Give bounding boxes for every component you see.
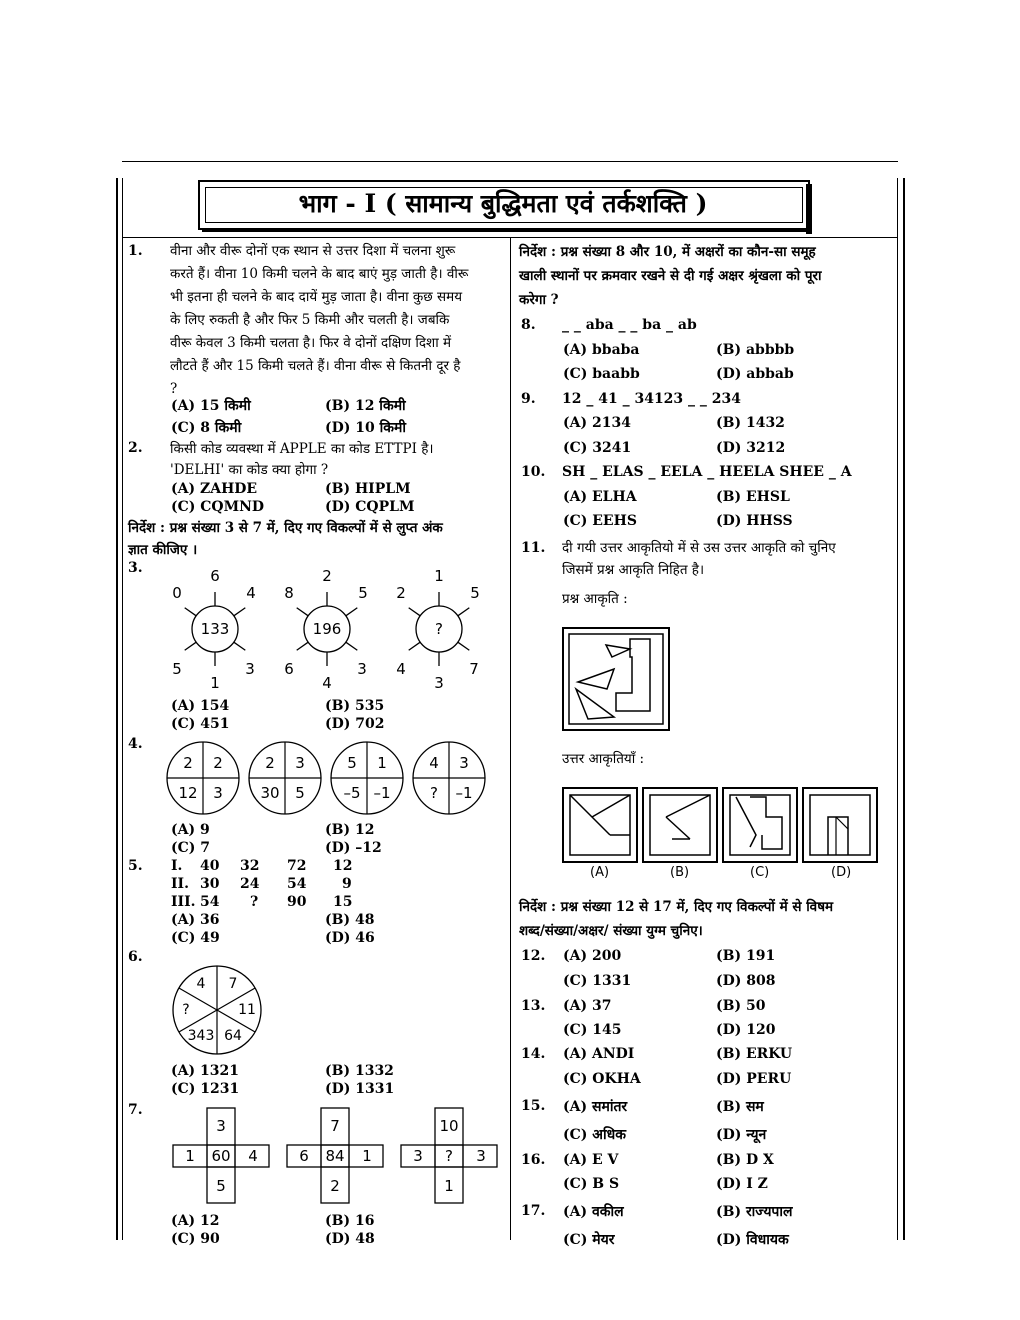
right-border-outer [903, 178, 905, 1240]
q10-number: 10. [521, 464, 546, 480]
q4-option-b[interactable]: (B) 12 [325, 822, 375, 838]
q11-label-c: (C) [750, 865, 770, 880]
q1-line: के लिए रुकती है और फिर 5 किमी और चलती है। जबकि [170, 312, 450, 328]
q3-spoke-value: 2 [396, 584, 406, 602]
q15-option-c[interactable]: (C) अधिक [563, 1127, 626, 1143]
q3-option-d[interactable]: (D) 702 [325, 716, 385, 732]
q4-quadrant-value: –1 [373, 784, 391, 802]
column-divider [510, 238, 511, 1240]
q3-spoke-value: 1 [434, 567, 444, 585]
q5-number: 5. [128, 858, 143, 874]
q8-option-d[interactable]: (D) abbab [716, 366, 794, 382]
q12-number: 12. [521, 948, 546, 964]
q4-quadrant-value: 2 [183, 754, 193, 772]
q17-option-b[interactable]: (B) राज्यपाल [716, 1204, 793, 1220]
q5-row3-cell: ? [250, 894, 259, 910]
q3-spoke [185, 608, 196, 616]
q2-option-b[interactable]: (B) HIPLM [325, 481, 411, 497]
q3-spoke-value: 5 [172, 660, 182, 678]
q3-spoke [458, 642, 469, 650]
q3-spoke-value: 7 [469, 660, 479, 678]
q5-row3-cell: 90 [287, 894, 307, 910]
q3-option-b[interactable]: (B) 535 [325, 698, 385, 714]
q13-option-d[interactable]: (D) 120 [716, 1022, 776, 1038]
q16-option-d[interactable]: (D) I Z [716, 1176, 768, 1192]
q1-line: लौटते हैं और 15 किमी चलते हैं। वीना वीरू से कितनी दूर है [170, 358, 461, 374]
q6-number: 6. [128, 949, 143, 965]
q14-option-a[interactable]: (A) ANDI [563, 1046, 635, 1062]
q1-option-c[interactable]: (C) 8 किमी [171, 420, 242, 436]
q6-sector-value: 7 [228, 976, 238, 992]
q7-cross-3 [401, 1108, 497, 1203]
q10-series: SH _ ELAS _ EELA _ HEELA SHEE _ A [562, 464, 852, 480]
q7-cell-value: ? [445, 1147, 453, 1165]
q5-row2-cell: 54 [287, 876, 307, 892]
q3-spoke-value: 0 [172, 584, 182, 602]
q17-number: 17. [521, 1203, 546, 1219]
q4-option-d[interactable]: (D) –12 [325, 840, 382, 856]
top-horizontal-rule [122, 161, 898, 162]
q4-option-a[interactable]: (A) 9 [171, 822, 210, 838]
q6-option-b[interactable]: (B) 1332 [325, 1063, 394, 1079]
q14-option-c[interactable]: (C) OKHA [563, 1071, 641, 1087]
q12-option-d[interactable]: (D) 808 [716, 973, 776, 989]
q7-cell-value: 2 [330, 1177, 340, 1195]
q3-spoke-value: 5 [470, 584, 480, 602]
q3-spoke [234, 608, 245, 616]
q2-option-c[interactable]: (C) CQMND [171, 499, 265, 515]
q3-spoke-value: 4 [396, 660, 406, 678]
q9-option-c[interactable]: (C) 3241 [563, 440, 632, 456]
q3-spoke-value: 5 [358, 584, 368, 602]
q7-cell-value: 3 [413, 1147, 423, 1165]
q11-number: 11. [521, 540, 546, 556]
q6-option-d[interactable]: (D) 1331 [325, 1081, 395, 1097]
q3-number: 3. [128, 560, 143, 576]
q12-option-a[interactable]: (A) 200 [563, 948, 622, 964]
q7-option-a[interactable]: (A) 12 [171, 1213, 220, 1229]
q3-figures [160, 565, 500, 695]
q1-line: करते हैं। वीना 10 किमी चलने के बाद बाएं मुड़ जाती है। वीरू [170, 266, 469, 282]
q4-quadrant-value: 5 [295, 784, 305, 802]
q17-option-a[interactable]: (A) वकील [563, 1204, 624, 1220]
directions-12-17-line2: शब्द/संख्या/अक्षर/ संख्या युग्म चुनिए। [519, 923, 703, 939]
q5-row3-cell: 15 [333, 894, 353, 910]
left-border-inner [122, 178, 123, 1240]
q11-label-a: (A) [590, 865, 610, 880]
q14-option-d[interactable]: (D) PERU [716, 1071, 792, 1087]
q7-cross-2 [287, 1108, 383, 1203]
directions-8-10-line3: करेगा ? [519, 292, 559, 308]
q16-option-b[interactable]: (B) D X [716, 1152, 774, 1168]
q4-quadrant-value: 2 [213, 754, 223, 772]
q3-center-value: 133 [200, 620, 230, 638]
q4-circle-2 [249, 742, 321, 814]
q15-option-a[interactable]: (A) समांतर [563, 1099, 628, 1115]
q3-option-a[interactable]: (A) 154 [171, 698, 230, 714]
q7-number: 7. [128, 1102, 143, 1118]
q8-option-c[interactable]: (C) baabb [563, 366, 640, 382]
q3-spoke-value: 6 [284, 660, 294, 678]
q3-spoke [234, 642, 245, 650]
q8-option-b[interactable]: (B) abbbb [716, 342, 795, 358]
q5-row1-label: I. [171, 858, 183, 874]
q3-spoke [297, 608, 308, 616]
q4-quadrant-value: ? [430, 784, 438, 802]
q5-row3-label: III. [171, 894, 196, 910]
header-underline [122, 237, 898, 238]
q1-line: वीरू केवल 3 किमी चलता है। फिर वे दोनों दक्षिण दिशा में [170, 335, 452, 351]
right-border-inner [897, 178, 898, 1240]
q1-line: भी इतना ही चलने के बाद दायें मुड़ जाता है। वीना कुछ समय [170, 289, 463, 305]
q11-text-line2: जिसमें प्रश्न आकृति निहित है। [562, 562, 705, 578]
q1-line: ? [170, 381, 178, 397]
q4-circle-4 [413, 742, 485, 814]
header-shadow-right [806, 184, 812, 234]
q4-quadrant-value: 3 [459, 754, 469, 772]
q1-option-d[interactable]: (D) 10 किमी [325, 420, 406, 436]
q12-option-c[interactable]: (C) 1331 [563, 973, 632, 989]
q5-row2-cell: 9 [342, 876, 352, 892]
q7-figures [165, 1105, 505, 1205]
left-border-outer [116, 178, 118, 1240]
q6-figure [165, 962, 275, 1062]
q3-figure-2 [284, 567, 368, 692]
q9-series: 12 _ 41 _ 34123 _ _ 234 [562, 391, 742, 407]
q4-option-c[interactable]: (C) 7 [171, 840, 211, 856]
q3-spoke-value: 3 [434, 674, 444, 692]
q7-option-c[interactable]: (C) 90 [171, 1231, 220, 1247]
q4-figures [165, 740, 505, 820]
q4-quadrant-value: 12 [178, 784, 198, 802]
q6-option-a[interactable]: (A) 1321 [171, 1063, 239, 1079]
q7-option-b[interactable]: (B) 16 [325, 1213, 375, 1229]
q10-option-d[interactable]: (D) HHSS [716, 513, 793, 529]
q11-question-figure-label: प्रश्न आकृति : [562, 591, 628, 607]
q4-circle-1 [167, 742, 239, 814]
q4-quadrant-value: –5 [343, 784, 361, 802]
q7-cell-value: 3 [476, 1147, 486, 1165]
q5-row2-cell: 30 [200, 876, 220, 892]
q6-option-c[interactable]: (C) 1231 [171, 1081, 240, 1097]
q3-spoke [346, 608, 357, 616]
q2-text-line2: 'DELHI' का कोड क्या होगा ? [170, 462, 329, 478]
q7-cell-value: 1 [185, 1147, 195, 1165]
q3-center-value: 196 [312, 620, 342, 638]
q6-pie-circle [173, 966, 261, 1054]
q4-quadrant-value: 30 [260, 784, 280, 802]
q3-spoke-value: 8 [284, 584, 294, 602]
q8-number: 8. [521, 317, 536, 333]
q11-answer-figures [562, 787, 880, 863]
q2-option-a[interactable]: (A) ZAHDE [171, 481, 258, 497]
q11-label-d: (D) [831, 865, 852, 880]
q7-cell-value: 60 [211, 1147, 231, 1165]
q15-number: 15. [521, 1098, 546, 1114]
q16-option-a[interactable]: (A) E V [563, 1152, 619, 1168]
q7-cell-value: 6 [299, 1147, 309, 1165]
q2-number: 2. [128, 440, 143, 456]
q5-row1-cell: 12 [333, 858, 353, 874]
q1-text [170, 240, 500, 401]
q10-option-a[interactable]: (A) ELHA [563, 489, 637, 505]
q11-question-figure [562, 627, 670, 731]
q1-line: वीना और वीरू दोनों एक स्थान से उत्तर दिशा में चलना शुरू [170, 243, 456, 259]
q5-option-a[interactable]: (A) 36 [171, 912, 220, 928]
q1-option-b[interactable]: (B) 12 किमी [325, 398, 406, 414]
header-shadow-bottom [202, 228, 812, 232]
directions-12-17-line1: निर्देश : प्रश्न संख्या 12 से 17 में, दिए गए विकल्पों में से विषम [519, 899, 834, 915]
q7-cell-value: 3 [216, 1117, 226, 1135]
q4-circle-3 [331, 742, 403, 814]
q4-number: 4. [128, 736, 143, 752]
q5-option-d[interactable]: (D) 46 [325, 930, 375, 946]
q3-spoke [409, 608, 420, 616]
q11-answer-figures-label: उत्तर आकृतियाँ : [562, 751, 645, 767]
q3-spoke-value: 3 [357, 660, 367, 678]
directions-8-10-line2: खाली स्थानों पर क्रमवार रखने से दी गई अक्षर श्रृंखला को पूरा [519, 268, 822, 284]
q4-quadrant-value: 5 [347, 754, 357, 772]
q7-cell-value: 1 [444, 1177, 454, 1195]
q4-quadrant-value: 3 [213, 784, 223, 802]
q15-option-d[interactable]: (D) न्यून [716, 1127, 767, 1143]
directions-3-7-line2: ज्ञात कीजिए । [128, 542, 198, 558]
q11-answer-figure-b[interactable] [643, 788, 717, 862]
directions-8-10-line1: निर्देश : प्रश्न संख्या 8 और 10, में अक्षरों का कौन-सा समूह [519, 244, 816, 260]
q3-spoke [458, 608, 469, 616]
q11-answer-figure-a[interactable] [563, 788, 637, 862]
q14-option-b[interactable]: (B) ERKU [716, 1046, 793, 1062]
q3-spoke-value: 6 [210, 567, 220, 585]
q3-spoke-value: 3 [245, 660, 255, 678]
q3-spoke [185, 642, 196, 650]
q9-option-a[interactable]: (A) 2134 [563, 415, 631, 431]
q3-spoke-value: 4 [322, 674, 332, 692]
q13-option-b[interactable]: (B) 50 [716, 998, 766, 1014]
q5-option-c[interactable]: (C) 49 [171, 930, 220, 946]
q9-option-d[interactable]: (D) 3212 [716, 440, 786, 456]
q4-quadrant-value: –1 [455, 784, 473, 802]
q13-option-c[interactable]: (C) 145 [563, 1022, 622, 1038]
q16-option-c[interactable]: (C) B S [563, 1176, 620, 1192]
q4-quadrant-value: 4 [429, 754, 439, 772]
q6-sector-value: 64 [224, 1028, 242, 1044]
q5-row1-cell: 32 [240, 858, 260, 874]
q5-row1-cell: 40 [200, 858, 220, 874]
q4-quadrant-value: 1 [377, 754, 387, 772]
q7-cell-value: 7 [330, 1117, 340, 1135]
q6-sector-value: 4 [196, 976, 206, 992]
q9-number: 9. [521, 391, 536, 407]
q11-answer-figure-c[interactable] [723, 788, 797, 862]
q13-number: 13. [521, 998, 546, 1014]
q6-sector-value: 11 [238, 1002, 256, 1018]
q5-option-b[interactable]: (B) 48 [325, 912, 375, 928]
q7-cell-value: 5 [216, 1177, 226, 1195]
q7-cross-1 [173, 1108, 269, 1203]
q17-option-d[interactable]: (D) विधायक [716, 1232, 789, 1248]
q3-spoke-value: 1 [210, 674, 220, 692]
q5-row1-cell: 72 [287, 858, 307, 874]
section-title: भाग - I ( सामान्य बुद्धिमता एवं तर्कशक्ति ) [298, 189, 708, 218]
q3-spoke-value: 4 [246, 584, 256, 602]
q13-option-a[interactable]: (A) 37 [563, 998, 612, 1014]
q8-series: _ _ aba _ _ ba _ ab [562, 317, 697, 333]
q4-quadrant-value: 3 [295, 754, 305, 772]
q3-center-value: ? [435, 620, 443, 638]
q7-cell-value: 84 [325, 1147, 345, 1165]
q5-row2-label: II. [171, 876, 189, 892]
q1-number: 1. [128, 243, 143, 259]
q7-option-d[interactable]: (D) 48 [325, 1231, 375, 1247]
q3-figure-3 [396, 567, 480, 692]
q15-option-b[interactable]: (B) सम [716, 1099, 764, 1115]
q17-option-c[interactable]: (C) मेयर [563, 1232, 615, 1248]
q9-option-b[interactable]: (B) 1432 [716, 415, 785, 431]
q3-figure-1 [172, 567, 256, 692]
q11-text-line1: दी गयी उत्तर आकृतियो में से उस उत्तर आकृति को चुनिए [562, 540, 836, 556]
q11-label-b: (B) [670, 865, 690, 880]
q16-number: 16. [521, 1152, 546, 1168]
q3-option-c[interactable]: (C) 451 [171, 716, 230, 732]
q2-option-d[interactable]: (D) CQPLM [325, 499, 415, 515]
q12-option-b[interactable]: (B) 191 [716, 948, 776, 964]
q8-option-a[interactable]: (A) bbaba [563, 342, 640, 358]
q7-cell-value: 4 [248, 1147, 258, 1165]
q3-spoke-value: 2 [322, 567, 332, 585]
q7-cell-value: 10 [439, 1117, 459, 1135]
q3-spoke [346, 642, 357, 650]
q11-answer-figure-d[interactable] [803, 788, 877, 862]
q2-text-line1: किसी कोड व्यवस्था में APPLE का कोड ETTPI है। [170, 441, 434, 457]
q5-row3-cell: 54 [200, 894, 220, 910]
q4-quadrant-value: 2 [265, 754, 275, 772]
q14-number: 14. [521, 1046, 546, 1062]
q6-sector-value: ? [182, 1002, 190, 1018]
q3-spoke [297, 642, 308, 650]
q1-option-a[interactable]: (A) 15 किमी [171, 398, 251, 414]
directions-3-7-line1: निर्देश : प्रश्न संख्या 3 से 7 में, दिए गए विकल्पों में से लुप्त अंक [128, 520, 443, 536]
q6-sector-value: 343 [187, 1028, 215, 1044]
q10-option-c[interactable]: (C) EEHS [563, 513, 637, 529]
q7-cell-value: 1 [362, 1147, 372, 1165]
q5-row2-cell: 24 [240, 876, 260, 892]
q10-option-b[interactable]: (B) EHSL [716, 489, 790, 505]
q3-spoke [409, 642, 420, 650]
